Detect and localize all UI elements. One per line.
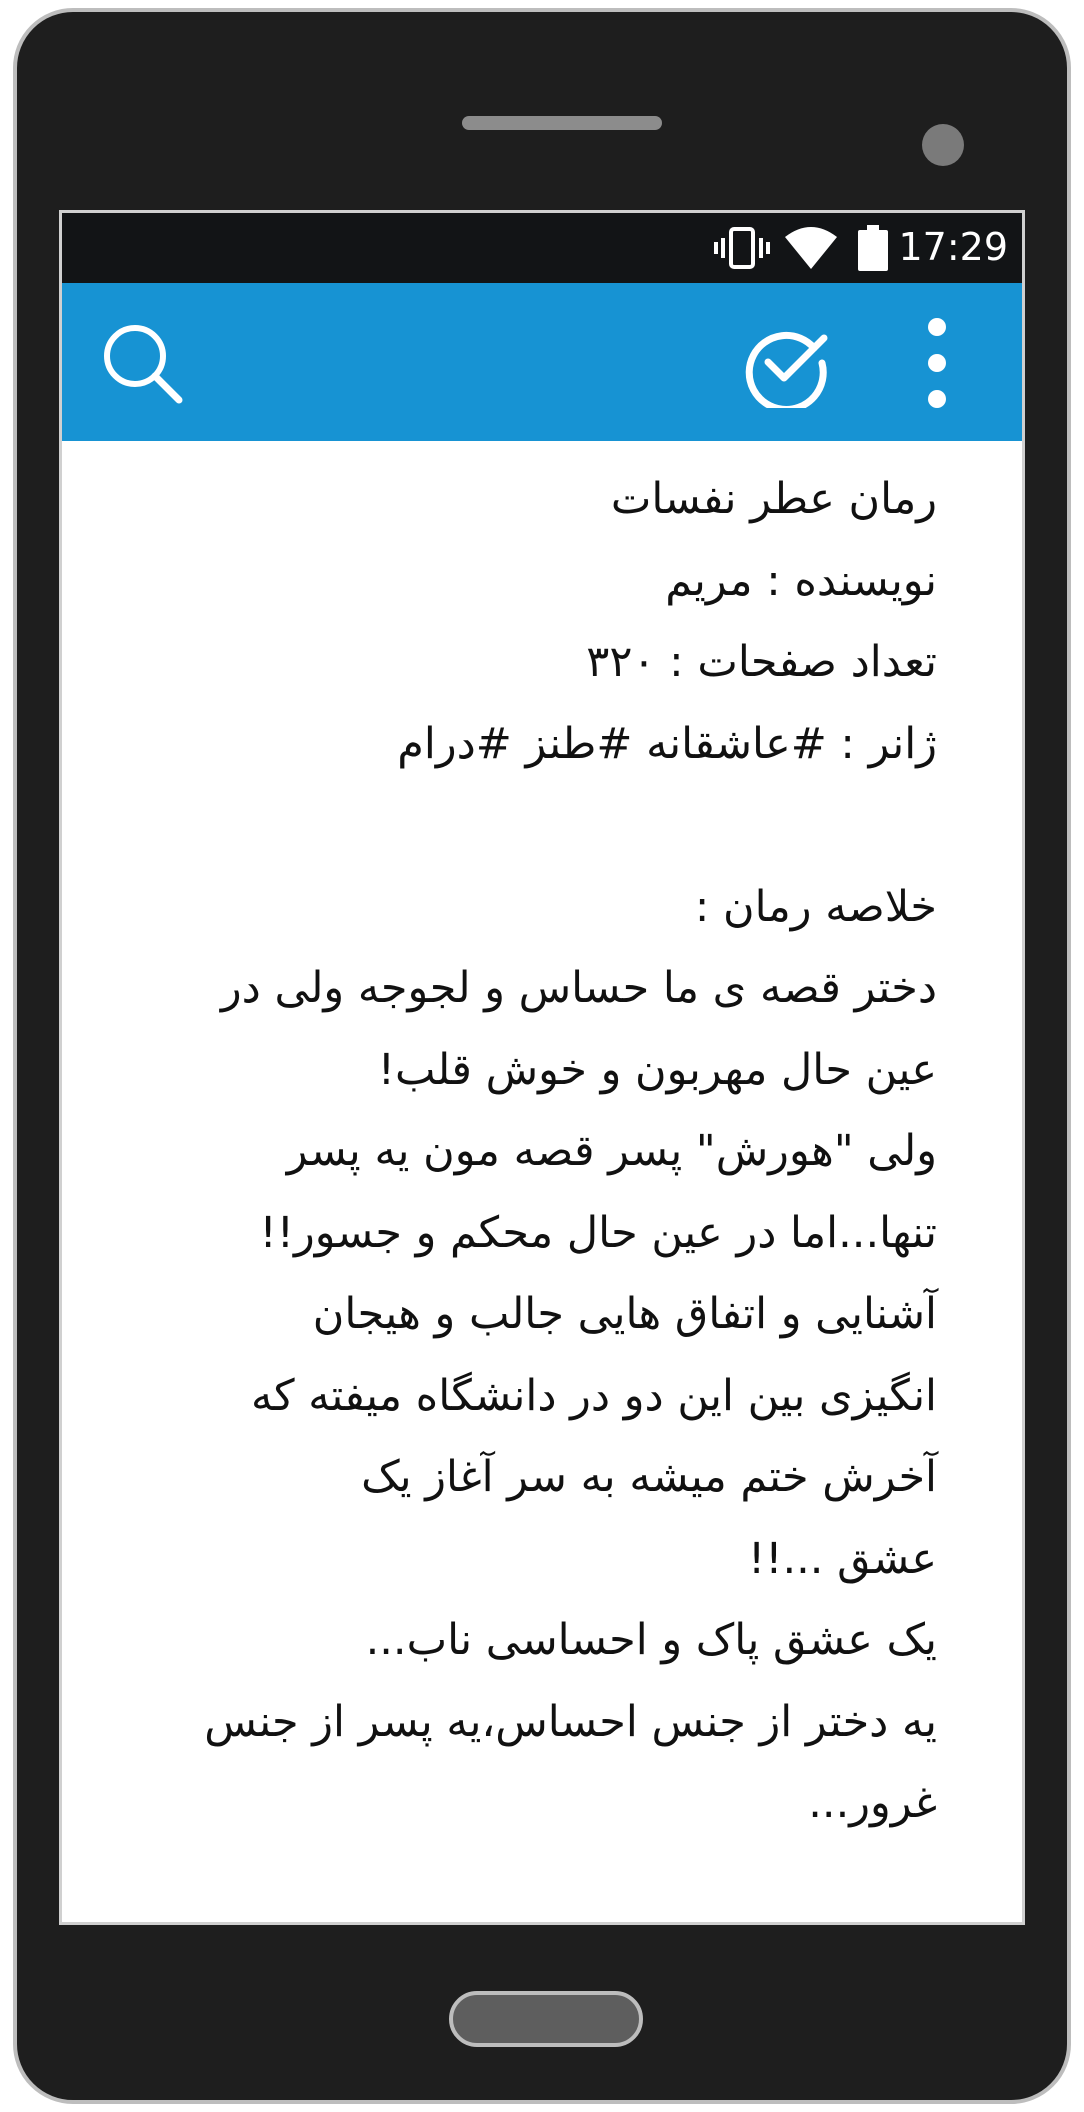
blank-line <box>117 785 937 867</box>
book-page-count: تعداد صفحات : ۳۲۰ <box>586 637 937 687</box>
vibrate-icon <box>714 225 770 271</box>
summary-line: عشق ...!! <box>747 1533 937 1584</box>
front-camera <box>922 124 964 166</box>
check-circle-icon[interactable] <box>742 318 832 408</box>
home-button[interactable] <box>449 1991 643 2047</box>
summary-line: ولی "هورش" پسر قصه مون یه پسر <box>286 1126 937 1176</box>
wifi-icon <box>785 225 837 271</box>
status-bar <box>62 213 1022 283</box>
summary-line: یه دختر از جنس احساس،یه پسر از جنس <box>204 1696 937 1747</box>
summary-line: آشنایی و اتفاق هایی جالب و هیجان <box>312 1289 937 1339</box>
search-icon[interactable] <box>97 318 187 408</box>
summary-line: تنها...اما در عین حال محکم و جسور!! <box>259 1207 937 1258</box>
book-description <box>117 459 937 1845</box>
phone-speaker <box>462 116 662 130</box>
summary-heading: خلاصه رمان : <box>694 881 937 932</box>
battery-icon <box>856 225 890 271</box>
summary-line: غرور... <box>808 1778 937 1828</box>
phone-screen <box>59 210 1025 1925</box>
book-content <box>62 441 1022 1925</box>
summary-line: عین حال مهربون و خوش قلب! <box>377 1044 937 1095</box>
app-bar <box>62 283 1022 441</box>
book-title: رمان عطر نفسات <box>610 474 937 524</box>
summary-line: دختر قصه ی ما حساس و لجوجه ولی در <box>220 963 937 1013</box>
book-author: نویسنده : مریم <box>665 555 937 606</box>
status-time: 17:29 <box>898 225 1008 269</box>
book-genre: ژانر : #عاشقانه #طنز #درام <box>397 718 937 769</box>
summary-line: آخرش ختم میشه به سر آغاز یک <box>361 1452 937 1502</box>
more-vert-icon[interactable] <box>912 318 962 408</box>
summary-line: یک عشق پاک و احساسی ناب... <box>365 1615 937 1665</box>
summary-line: انگیزی بین این دو در دانشگاه میفته که <box>251 1370 937 1421</box>
